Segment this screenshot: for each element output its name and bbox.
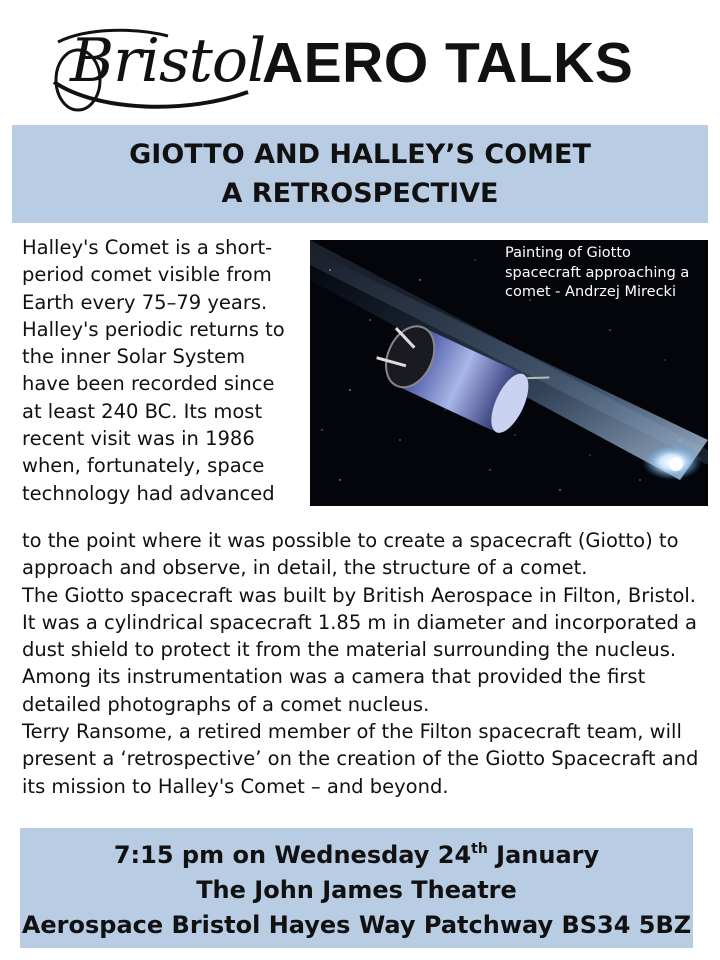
talk-title-line-2: A RETROSPECTIVE xyxy=(221,178,499,209)
bristol-logo xyxy=(48,22,266,121)
header xyxy=(0,0,720,125)
logo-text: Bristol xyxy=(70,26,266,96)
event-time-prefix: 7:15 pm on Wednesday 24 xyxy=(113,841,472,869)
event-address: Aerospace Bristol Hayes Way Patchway BS34 5BZ xyxy=(21,911,692,939)
intro-paragraph: Halley's Comet is a short-period comet visible from Earth every 75–79 years. Halley's periodic returns to the inner Solar System have been recorded since at least 240 BC. Its most recent visit was in 1986 when, fortunately, space technology had advanced xyxy=(22,236,285,505)
figure-caption: Painting of Giotto spacecraft approaching a comet - Andrzej Mirecki xyxy=(505,245,690,300)
body-paragraph-1: to the point where it was possible to create a spacecraft (Giotto) to approach and observe, in detail, the structure of a comet. xyxy=(22,529,679,580)
ordinal-suffix: th xyxy=(471,841,488,857)
body-paragraph-3: Terry Ransome, a retired member of the Filton spacecraft team, will present a ‘retrospective’ on the creation of the Giotto Spacecraft and its mission to Halley's Comet – and beyond. xyxy=(22,720,699,798)
event-month: January xyxy=(487,841,600,869)
event-details-box xyxy=(20,828,693,948)
talk-title-line-1: GIOTTO AND HALLEY’S COMET xyxy=(129,139,591,170)
event-time xyxy=(20,838,693,873)
event-series-title: AERO TALKS xyxy=(262,31,634,95)
event-venue: The John James Theatre xyxy=(196,876,517,904)
intro-text xyxy=(22,234,292,507)
body-text xyxy=(22,527,712,800)
body-paragraph-2: The Giotto spacecraft was built by British Aerospace in Filton, Bristol. It was a cylindrical spacecraft 1.85 m in diameter and incorporated a dust shield to protect it from the material surrounding the nucleus. Among its instrumentation was a camera that provided the first detailed photographs of a comet nucleus. xyxy=(22,583,697,716)
talk-title-box xyxy=(12,125,708,223)
giotto-painting xyxy=(310,240,708,506)
